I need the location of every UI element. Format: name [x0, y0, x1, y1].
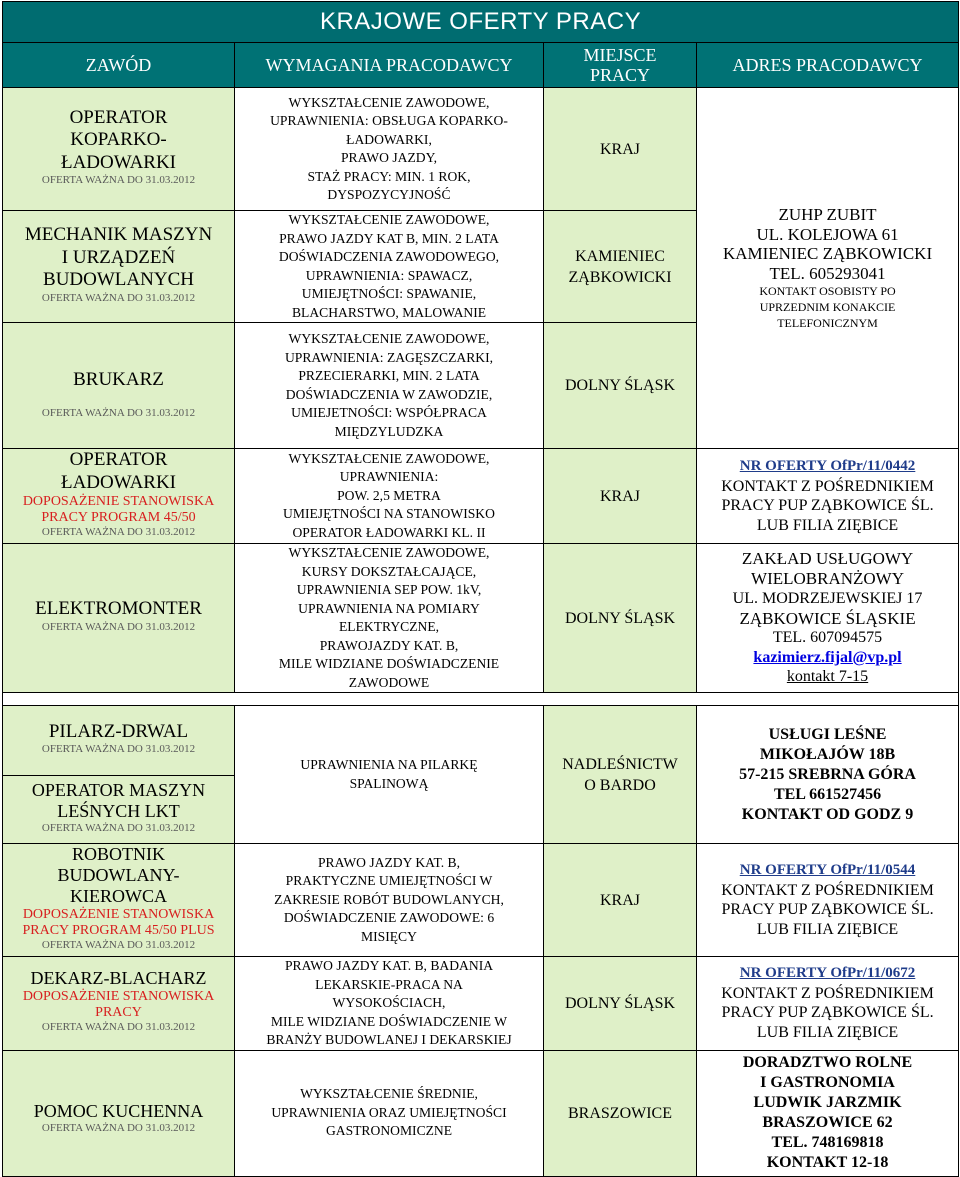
place-cell: KRAJ [544, 88, 697, 211]
employer-name: ZUHP ZUBIT [778, 204, 877, 224]
column-header-adres: ADRES PRACODAWCY [697, 43, 959, 88]
section-gap [3, 693, 959, 706]
job-cell [3, 211, 235, 323]
employer-city: ZĄBKOWICE ŚLĄSKIE [739, 608, 916, 628]
job-title: DEKARZ-BLACHARZ [30, 968, 207, 989]
job-title: POMOC KUCHENNA [33, 1101, 204, 1121]
job-validity: OFERTA WAŻNA DO 31.03.2012 [41, 1122, 196, 1134]
job-title: OPERATOR KOPARKO- ŁADOWARKI [60, 106, 177, 173]
job-cell [3, 449, 235, 544]
contact-text: KONTAKT Z POŚREDNIKIEM PRACY PUP ZĄBKOWICE ŚL. LUB FILIA ZIĘBICE [721, 881, 934, 938]
job-validity: OFERTA WAŻNA DO 31.03.2012 [41, 1021, 196, 1034]
column-header-miejsce: MIEJSCE PRACY [544, 43, 697, 88]
job-validity: OFERTA WAŻNA DO 31.03.2012 [41, 939, 196, 951]
job-title: OPERATOR MASZYN LEŚNYCH LKT [31, 780, 206, 821]
job-cell [3, 957, 235, 1051]
employer-city: KAMIENIEC ZĄBKOWICKI [722, 244, 933, 264]
address-cell-pup-0442 [697, 449, 959, 544]
contact-text: KONTAKT Z POŚREDNIKIEM PRACY PUP ZĄBKOWICE ŚL. LUB FILIA ZIĘBICE [721, 984, 934, 1041]
place-cell: DOLNY ŚLĄSK [544, 323, 697, 449]
job-validity: OFERTA WAŻNA DO 31.03.2012 [41, 526, 196, 538]
employer-phone: TEL. 607094575 [772, 629, 883, 647]
job-title: ROBOTNIK BUDOWLANY- KIEROWCA [57, 844, 180, 906]
job-validity: OFERTA WAŻNA DO 31.03.2012 [41, 743, 196, 756]
requirements-cell: WYKSZTAŁCENIE ZAWODOWE, UPRAWNIENIA: ZAGĘSZCZARKI, PRZECIERARKI, MIN. 2 LATA DOŚWIADCZENIA W ZAWODZIE, UMIEJETNOŚCI: WSPÓŁPRACA MIĘDZYLUDZKA [235, 323, 544, 449]
address-cell-doradztwo: DORADZTWO ROLNE I GASTRONOMIA LUDWIK JARZMIK BRASZOWICE 62 TEL. 748169818 KONTAKT 12-18 [697, 1050, 959, 1176]
job-title: ELEKTROMONTER [35, 598, 202, 620]
job-cell [3, 776, 235, 844]
requirements-cell: WYKSZTAŁCENIE ZAWODOWE, PRAWO JAZDY KAT B, MIN. 2 LATA DOŚWIADCZENIA ZAWODOWEGO, UPRAWNIENIA: SPAWACZ, UMIEJĘTNOŚCI: SPAWANIE, BLACHARSTWO, MALOWANIE [235, 211, 544, 323]
place-cell: BRASZOWICE [544, 1050, 697, 1176]
column-header-wymagania: WYMAGANIA PRACODAWCY [235, 43, 544, 88]
address-cell-zaklad [697, 544, 959, 693]
contact-hours: kontakt 7-15 [786, 668, 869, 686]
address-cell-zuhp [697, 88, 959, 449]
offer-number-link[interactable]: NR OFERTY OfPr/11/0672 [739, 965, 916, 982]
address-cell-pup-0672 [697, 957, 959, 1051]
table-row [3, 844, 959, 957]
table-row [3, 449, 959, 544]
job-offers-table [2, 1, 959, 1177]
job-title: BRUKARZ [73, 368, 164, 390]
place-cell: DOLNY ŚLĄSK [544, 957, 697, 1051]
contact-text: KONTAKT Z POŚREDNIKIEM PRACY PUP ZĄBKOWICE ŚL. LUB FILIA ZIĘBICE [721, 477, 934, 534]
table-row [3, 88, 959, 211]
job-validity: OFERTA WAŻNA DO 31.03.2012 [41, 822, 196, 834]
job-cell [3, 323, 235, 449]
job-program: DOPOSAŻENIE STANOWISKA PRACY [22, 989, 215, 1021]
offer-number-link[interactable]: NR OFERTY OfPr/11/0544 [739, 862, 916, 878]
requirements-cell: PRAWO JAZDY KAT. B, BADANIA LEKARSKIE-PRACA NA WYSOKOŚCIACH, MILE WIDZIANE DOŚWIADCZENIE W BRANŻY BUDOWLANEJ I DEKARSKIEJ [235, 957, 544, 1051]
place-cell: KRAJ [544, 449, 697, 544]
employer-street: UL. MODRZEJEWSKIEJ 17 [732, 590, 923, 608]
job-title: PILARZ-DRWAL [48, 720, 189, 742]
job-program: DOPOSAŻENIE STANOWISKA PRACY PROGRAM 45/50 [22, 494, 215, 525]
job-validity: OFERTA WAŻNA DO 31.03.2012 [41, 407, 196, 420]
job-title: MECHANIK MASZYN I URZĄDZEŃ BUDOWLANYCH [24, 224, 213, 291]
job-cell [3, 88, 235, 211]
requirements-cell: WYKSZTAŁCENIE ZAWODOWE, KURSY DOKSZTAŁCAJĄCE, UPRAWNIENIA SEP POW. 1kV, UPRAWNIENIA NA POMIARY ELEKTRYCZNE, PRAWOJAZDY KAT. B, MILE WIDZIANE DOŚWIADCZENIE ZAWODOWE [235, 544, 544, 693]
place-cell: NADLEŚNICTW O BARDO [544, 706, 697, 844]
place-cell: DOLNY ŚLĄSK [544, 544, 697, 693]
table-row [3, 544, 959, 693]
requirements-cell: UPRAWNIENIA NA PILARKĘ SPALINOWĄ [235, 706, 544, 844]
job-program: DOPOSAŻENIE STANOWISKA PRACY PROGRAM 45/50 PLUS [22, 907, 215, 938]
page-title: KRAJOWE OFERTY PRACY [3, 2, 959, 43]
address-cell-pup-0544 [697, 844, 959, 957]
employer-street: UL. KOLEJOWA 61 [756, 224, 899, 244]
job-validity: OFERTA WAŻNA DO 31.03.2012 [41, 291, 196, 304]
requirements-cell: WYKSZTAŁCENIE ZAWODOWE, UPRAWNIENIA: POW. 2,5 METRA UMIEJĘTNOŚCI NA STANOWISKO OPERATOR ŁADOWARKI KL. II [235, 449, 544, 544]
table-row [3, 706, 959, 776]
job-validity: OFERTA WAŻNA DO 31.03.2012 [41, 174, 196, 187]
column-header-zawod: ZAWÓD [3, 43, 235, 88]
table-row [3, 1050, 959, 1176]
offer-number-link[interactable]: NR OFERTY OfPr/11/0442 [739, 458, 916, 474]
place-cell: KAMIENIEC ZĄBKOWICKI [544, 211, 697, 323]
job-cell [3, 1050, 235, 1176]
requirements-cell: PRAWO JAZDY KAT. B, PRAKTYCZNE UMIEJĘTNOŚCI W ZAKRESIE ROBÓT BUDOWLANYCH, DOŚWIADCZENIE ZAWODOWE: 6 MISIĘCY [235, 844, 544, 957]
job-cell [3, 706, 235, 776]
requirements-cell: WYKSZTAŁCENIE ŚREDNIE, UPRAWNIENIA ORAZ UMIEJĘTNOŚCI GASTRONOMICZNE [235, 1050, 544, 1176]
contact-note: KONTAKT OSOBISTY PO UPRZEDNIM KONAKCIE TELEFONICZNYM [759, 284, 896, 331]
job-offers-sheet [2, 1, 958, 1171]
job-title: OPERATOR ŁADOWARKI [60, 449, 177, 493]
requirements-cell: WYKSZTAŁCENIE ZAWODOWE, UPRAWNIENIA: OBSŁUGA KOPARKO- ŁADOWARKI, PRAWO JAZDY, STAŻ PRACY: MIN. 1 ROK, DYSPOZYCYJNOŚĆ [235, 88, 544, 211]
employer-phone: TEL. 605293041 [769, 263, 886, 283]
table-row [3, 957, 959, 1051]
job-validity: OFERTA WAŻNA DO 31.03.2012 [41, 620, 196, 633]
employer-email-link[interactable]: kazimierz.fijal@vp.pl [753, 648, 902, 666]
address-cell-uslugi-lesne: USŁUGI LEŚNE MIKOŁAJÓW 18B 57-215 SREBRNA GÓRA TEL 661527456 KONTAKT OD GODZ 9 [697, 706, 959, 844]
job-cell [3, 544, 235, 693]
place-cell: KRAJ [544, 844, 697, 957]
employer-name: ZAKŁAD USŁUGOWY WIELOBRANŻOWY [741, 549, 914, 589]
job-cell [3, 844, 235, 957]
